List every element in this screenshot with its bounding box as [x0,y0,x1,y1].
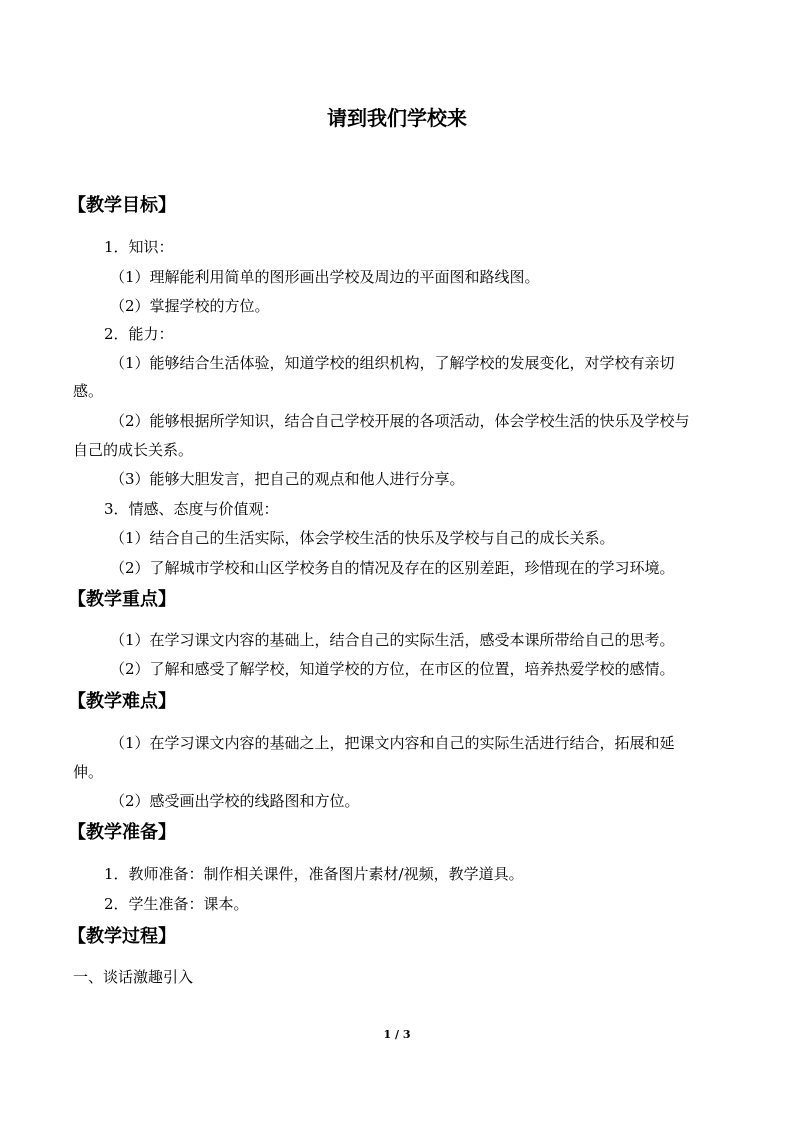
objectives-ability-item-2-line-1: （2）能够根据所学知识，结合自己学校开展的各项活动，体会学校生活的快乐及学校与 [110,412,690,430]
difficulties-item-2: （2）感受画出学校的线路图和方位。 [110,792,360,810]
objectives-ability-label: 2．能力： [104,325,174,343]
preparation-student: 2．学生准备：课本。 [104,895,249,913]
objectives-ability-item-1-line-1: （1）能够结合生活体验，知道学校的组织机构，了解学校的发展变化，对学校有亲切 [110,354,675,372]
objectives-ability-item-2-line-2: 自己的成长关系。 [73,441,194,459]
key-points-item-1: （1）在学习课文内容的基础上，结合自己的实际生活，感受本课所带给自己的思考。 [110,631,675,649]
preparation-teacher: 1．教师准备：制作相关课件，准备图片素材/视频，教学道具。 [104,865,524,883]
section-heading-preparation: 【教学准备】 [68,822,176,843]
process-step-1: 一、谈话激趣引入 [73,968,194,986]
section-heading-key-points: 【教学重点】 [68,589,176,610]
objectives-knowledge-item-1: （1）理解能利用简单的图形画出学校及周边的平面图和路线图。 [110,268,540,286]
objectives-knowledge-item-2: （2）掌握学校的方位。 [110,297,270,315]
key-points-item-2: （2）了解和感受了解学校，知道学校的方位，在市区的位置，培养热爱学校的感情。 [110,660,675,678]
objectives-knowledge-label: 1．知识： [104,238,174,256]
page-number: 1 / 3 [383,1028,411,1041]
objectives-emotion-item-1: （1）结合自己的生活实际，体会学校生活的快乐及学校与自己的成长关系。 [110,529,615,547]
objectives-emotion-item-2: （2）了解城市学校和山区学校务自的情况及存在的区别差距，珍惜现在的学习环境。 [110,559,675,577]
objectives-ability-item-1-line-2: 感。 [73,382,104,400]
section-heading-difficulties: 【教学难点】 [68,691,176,712]
document-title: 请到我们学校来 [327,106,467,130]
section-heading-objectives: 【教学目标】 [68,195,176,216]
section-heading-process: 【教学过程】 [68,926,176,947]
objectives-ability-item-3: （3）能够大胆发言，把自己的观点和他人进行分享。 [110,470,465,488]
difficulties-item-1-line-1: （1）在学习课文内容的基础之上，把课文内容和自己的实际生活进行结合，拓展和延 [110,734,675,752]
difficulties-item-1-line-2: 伸。 [73,763,104,781]
objectives-emotion-label: 3．情感、态度与价值观： [104,500,279,518]
